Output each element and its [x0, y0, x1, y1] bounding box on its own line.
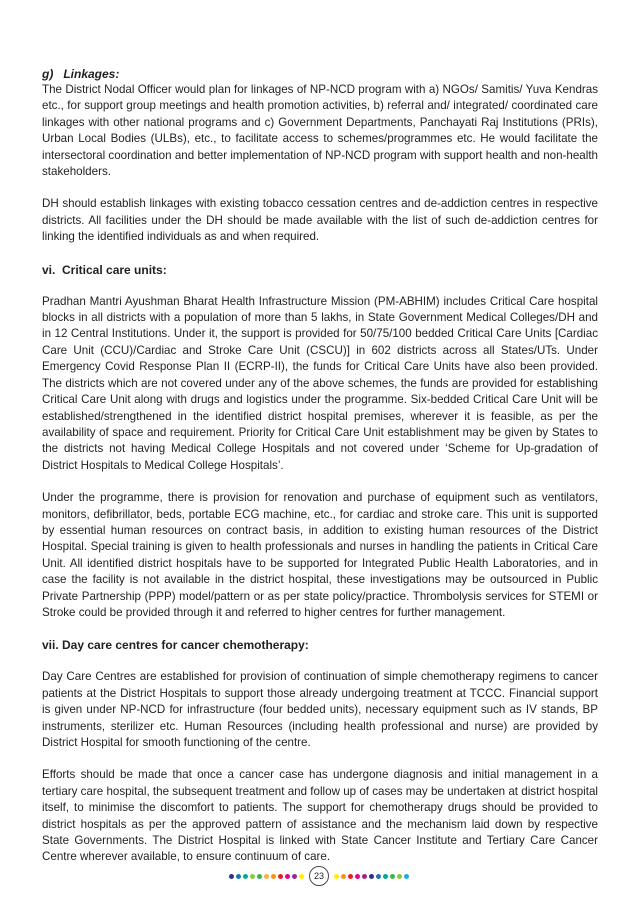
day-care-heading: vii. Day care centres for cancer chemotherapy:: [42, 638, 309, 653]
decorative-dot: [278, 874, 283, 879]
decorative-dot: [292, 874, 297, 879]
decorative-dots-right: [334, 874, 409, 879]
linkages-heading: g) Linkages:: [42, 67, 120, 81]
decorative-dot: [390, 874, 395, 879]
decorative-dot: [250, 874, 255, 879]
page-footer: [0, 863, 638, 889]
decorative-dots-left: [229, 874, 304, 879]
page-number: 23: [313, 871, 324, 881]
decorative-dot: [299, 874, 304, 879]
critical-care-heading: vi. Critical care units:: [42, 262, 167, 277]
decorative-dot: [362, 874, 367, 879]
decorative-dot: [243, 874, 248, 879]
decorative-dot: [397, 874, 402, 879]
decorative-dot: [285, 874, 290, 879]
page-number-badge: [309, 866, 329, 886]
day-care-paragraph-2: Efforts should be made that once a cancer case has undergone diagnosis and initial management in a tertiary care hospital, the subsequent treatment and follow up of cases may be undertaken at district hospital itself, to minimise the discomfort to patients. The support for chemotherapy drugs should be provided to district hospitals as per the approved pattern of assistance and the mechanism laid down by respective State Governments. The District Hospital is linked with State Cancer Institute and Tertiary Care Cancer Centre wherever available, to ensure continuum of care.: [42, 768, 598, 864]
critical-care-paragraph-2: Under the programme, there is provision for renovation and purchase of equipment such as ventilators, monitors, defibrillator, beds, portable ECG machine, etc., for cardiac and stroke care. This unit is supported by essential human resources on contract basis, in addition to existing human resources of the District Hospital. Special training is given to health professionals and nurses in handling the patients in Critical Care Unit. All identified district hospitals have to be supported for Integrated Public Health Laboratories, and in case the facility is not available in the district hospital, these investigations may be outsourced in Public Private Partnership (PPP) model/pattern or as per state policy/practice. Thrombolysis services for STEMI or Stroke could be provided through it and referred to higher centres for further management.: [42, 491, 598, 619]
decorative-dot: [383, 874, 388, 879]
decorative-dot: [236, 874, 241, 879]
decorative-dot: [334, 874, 339, 879]
decorative-dot: [355, 874, 360, 879]
decorative-dot: [376, 874, 381, 879]
decorative-dot: [229, 874, 234, 879]
decorative-dot: [271, 874, 276, 879]
day-care-paragraph-1: Day Care Centres are established for provision of continuation of simple chemotherapy regimens to cancer patients at the District Hospitals to support those already undergoing treatment at TCCC. Financial support is given under NP-NCD for infrastructure (four bedded units), necessary equipment such as IV stands, BP instruments, sterilizer etc. Human Resources (including health professional and nurse) are provided by District Hospital for smooth functioning of the centre.: [42, 670, 598, 749]
linkages-paragraph-2: DH should establish linkages with existing tobacco cessation centres and de-addiction centres in respective districts. All facilities under the DH should be made available with the list of such de-addiction centres for linking the identified individuals as and when required.: [42, 197, 598, 244]
decorative-dot: [257, 874, 262, 879]
linkages-paragraph-1: The District Nodal Officer would plan for linkages of NP-NCD program with a) NGOs/ Samitis/ Yuva Kendras etc., for support group meetings and health promotion activities, b) referral and/ integrated/ coordinated care linkages with other national programs and c) Government Departments, Panchayati Raj Institutions (PRIs), Urban Local Bodies (ULBs), etc., to facilitate access to schemes/programmes etc. He would facilitate the intersectoral coordination and better implementation of NP-NCD program with support health and non-health stakeholders.: [42, 83, 598, 179]
decorative-dot: [264, 874, 269, 879]
decorative-dot: [341, 874, 346, 879]
decorative-dot: [404, 874, 409, 879]
page-content: [42, 66, 598, 866]
decorative-dot: [348, 874, 353, 879]
decorative-dot: [369, 874, 374, 879]
critical-care-paragraph-1: Pradhan Mantri Ayushman Bharat Health Infrastructure Mission (PM-ABHIM) includes Critical Care hospital blocks in all districts with a population of more than 5 lakhs, in State Government Medical Colleges/DH and in 12 Central Institutions. Under it, the support is provided for 50/75/100 bedded Critical Care Units [Cardiac Care Unit (CCU)/Cardiac and Stroke Care Unit (CSCU)] in 602 districts across all States/UTs. Under Emergency Covid Response Plan II (ECRP-II), the funds for Critical Care Units have also been provided. The districts which are not covered under any of the above schemes, the funds are provided for establishing Critical Care Unit along with drugs and logistics under the programme. Six-bedded Critical Care Unit will be established/strengthened in the identified district hospital premises, wherever it is feasible, as per the availability of space and requirement. Priority for Critical Care Unit establishment may be given by States to the districts not having Medical College Hospitals and not covered under ‘Scheme for Up-gradation of District Hospitals to Medical College Hospitals’.: [42, 294, 598, 472]
